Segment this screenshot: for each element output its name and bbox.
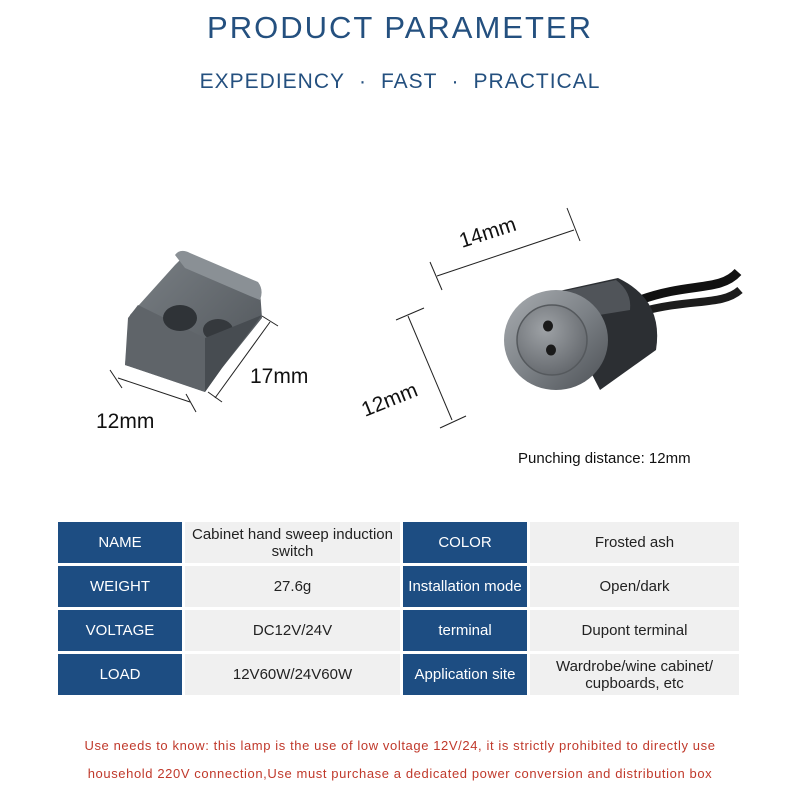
spec-value-terminal: Dupont terminal xyxy=(530,610,739,654)
warning-notice-line-2: household 220V connection,Use must purchase a dedicated power conversion and distribution box xyxy=(87,766,713,781)
subtitle-dot: · xyxy=(359,70,367,93)
punching-distance-note: Punching distance: 12mm xyxy=(518,450,691,467)
spec-value-color: Frosted ash xyxy=(530,522,739,566)
sensor-width-label: 14mm xyxy=(456,212,520,253)
spec-label-color: COLOR xyxy=(403,522,530,566)
spec-row-name xyxy=(58,522,742,566)
spec-row-weight xyxy=(58,566,742,610)
subtitle-fast: FAST xyxy=(381,70,438,93)
spec-table xyxy=(58,522,742,698)
mounting-clip-image xyxy=(125,251,262,392)
spec-value-application: Wardrobe/wine cabinet/ cupboards, etc xyxy=(530,654,739,698)
subtitle-expediency: EXPEDIENCY xyxy=(199,70,345,93)
spec-value-voltage: DC12V/24V xyxy=(185,610,400,654)
spec-label-terminal: terminal xyxy=(403,610,530,654)
clip-width-label: 12mm xyxy=(96,410,155,433)
spec-label-weight: WEIGHT xyxy=(58,566,185,610)
spec-row-voltage xyxy=(58,610,742,654)
clip-height-label: 17mm xyxy=(250,365,309,388)
spec-label-application: Application site xyxy=(403,654,530,698)
spec-label-installation: Installation mode xyxy=(403,566,530,610)
page-title: PRODUCT PARAMETER xyxy=(207,10,593,45)
spec-label-load: LOAD xyxy=(58,654,185,698)
spec-value-load: 12V60W/24V60W xyxy=(185,654,400,698)
spec-label-voltage: VOLTAGE xyxy=(58,610,185,654)
spec-value-name: Cabinet hand sweep induction switch xyxy=(185,522,400,566)
spec-value-weight: 27.6g xyxy=(185,566,400,610)
spec-row-load xyxy=(58,654,742,698)
sensor-height-label: 12mm xyxy=(358,378,421,422)
warning-notice-line-1: Use needs to know: this lamp is the use of low voltage 12V/24, it is strictly prohibited to directly use xyxy=(84,738,716,753)
spec-label-name: NAME xyxy=(58,522,185,566)
sensor-switch-image xyxy=(504,272,740,390)
spec-value-installation: Open/dark xyxy=(530,566,739,610)
subtitle-practical: PRACTICAL xyxy=(473,70,601,93)
subtitle-dot: · xyxy=(451,70,460,93)
